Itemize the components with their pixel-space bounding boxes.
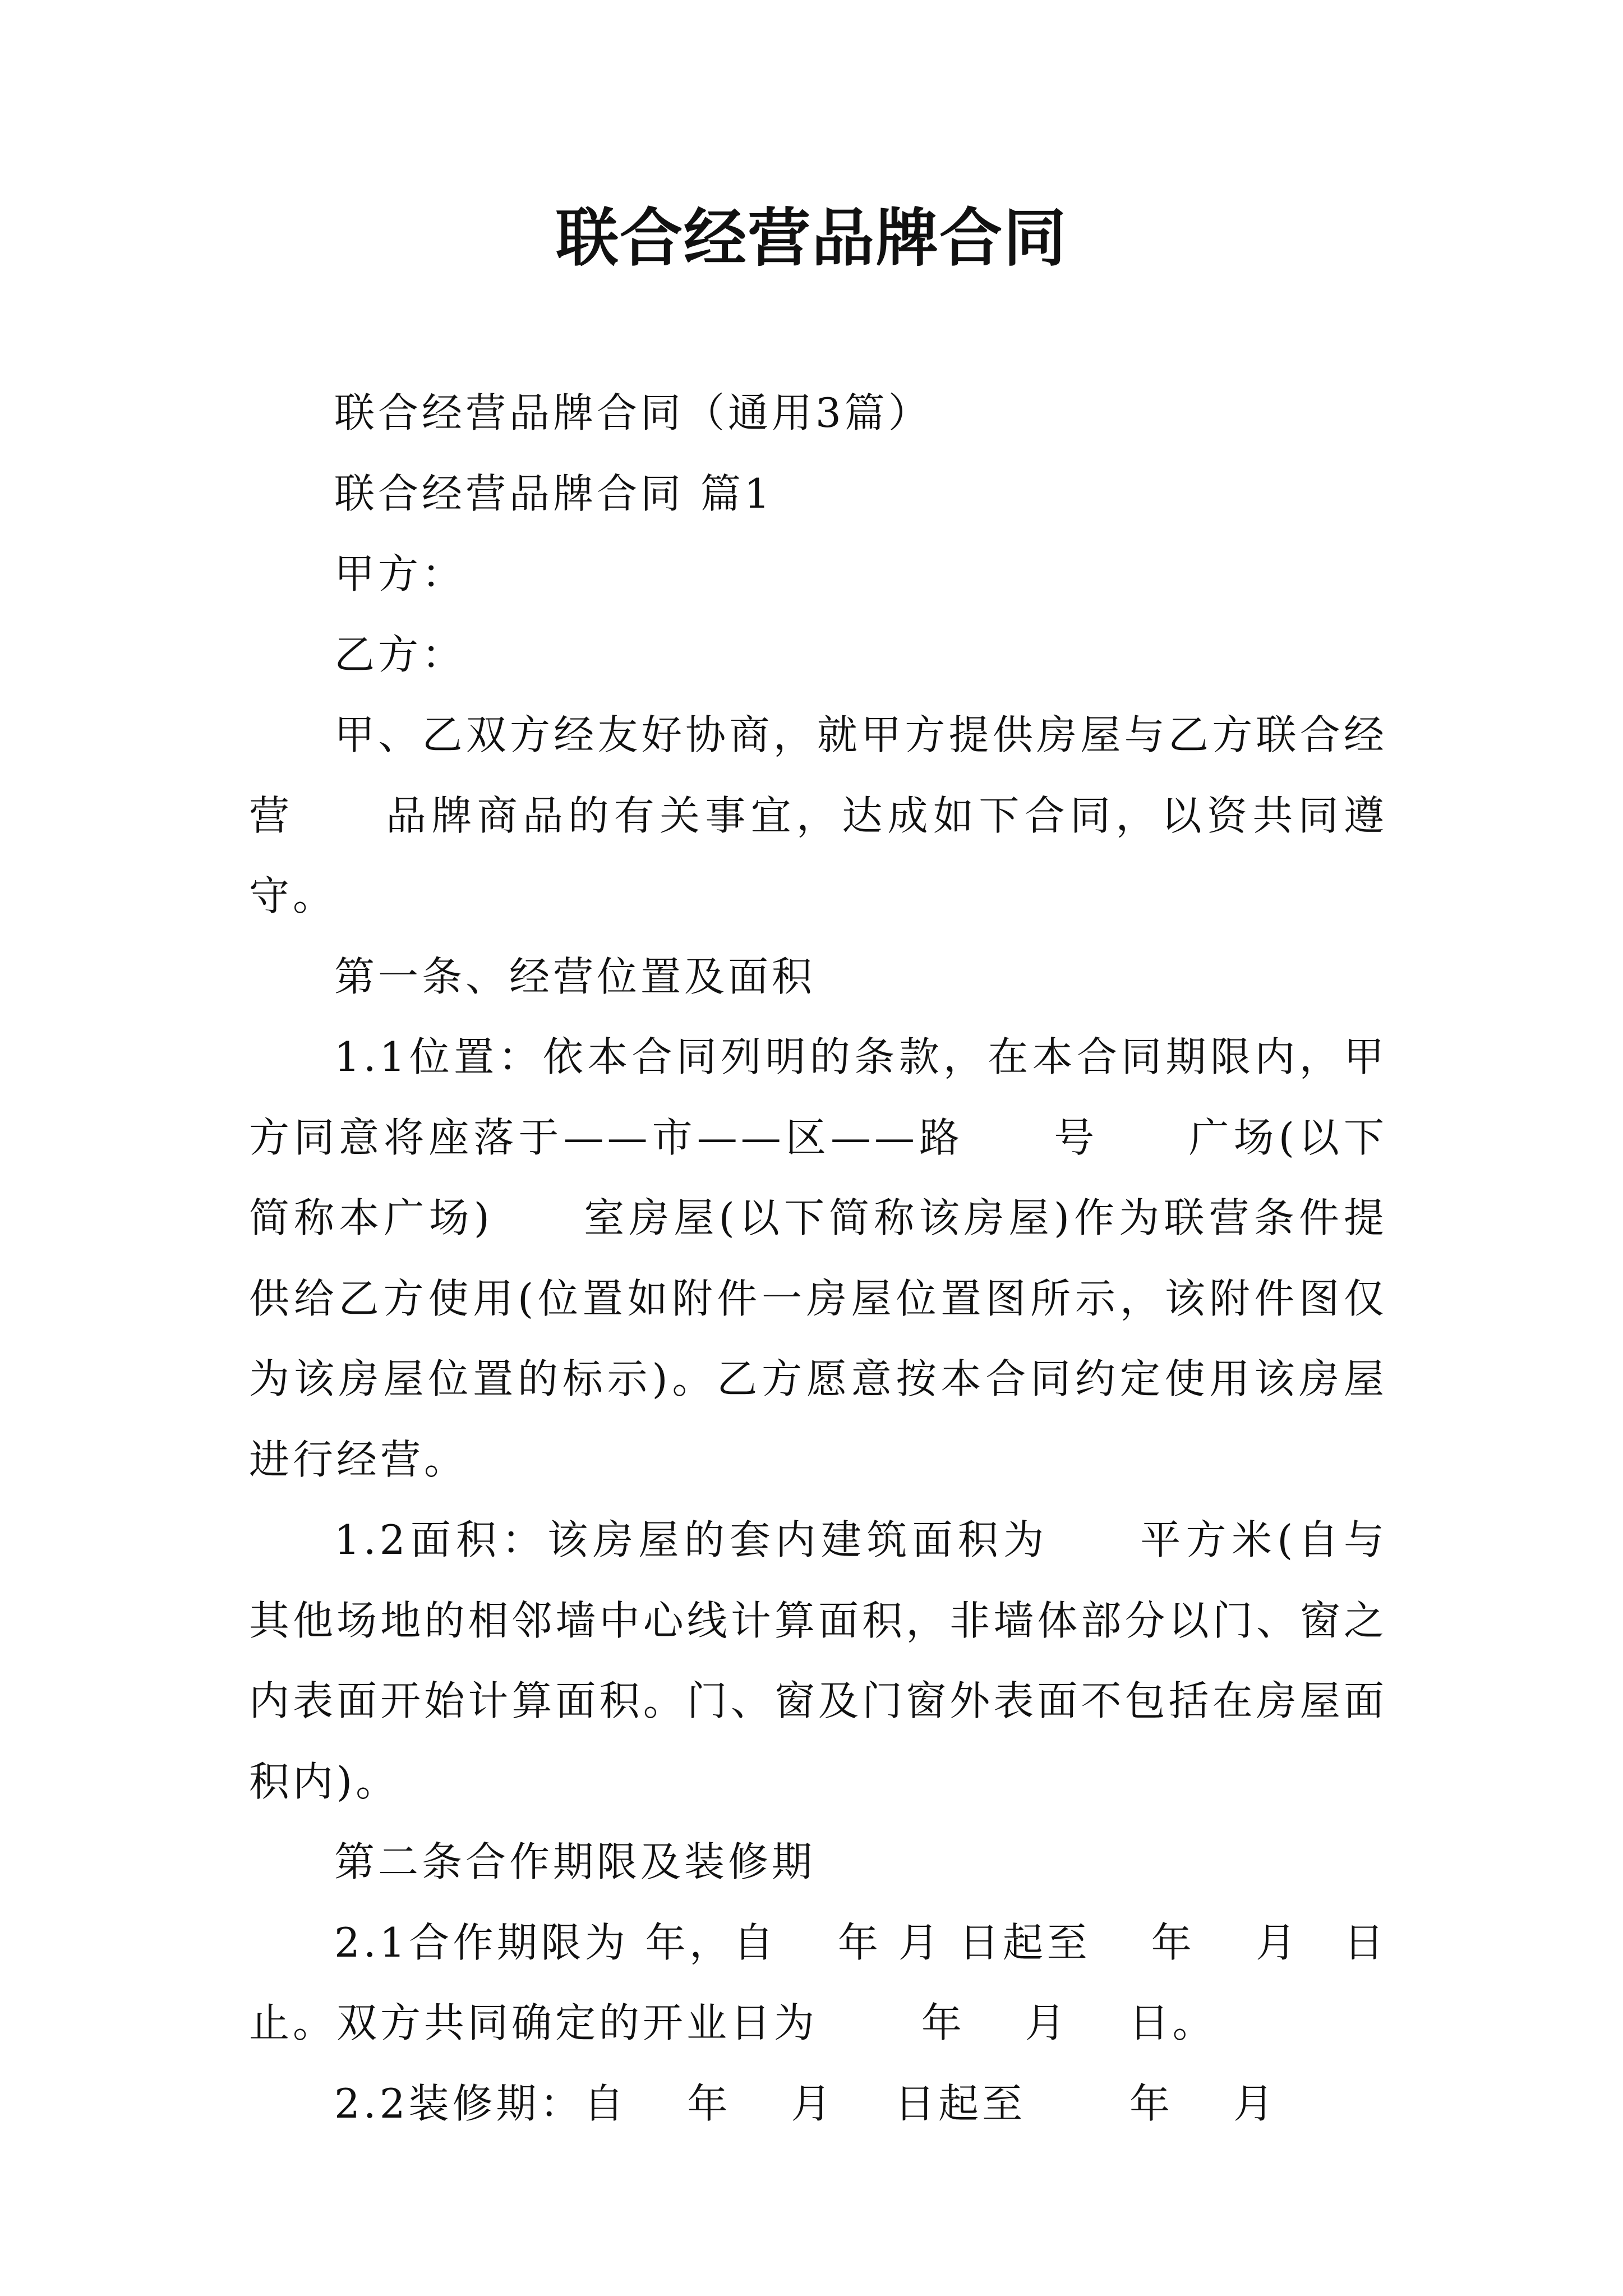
- paragraph-clause-2-2: 2.2装修期：自 年 月 日起至 年 月: [334, 2079, 1277, 2127]
- paragraph-article-2-heading: 第二条合作期限及装修期: [334, 1838, 816, 1885]
- document-body: [249, 373, 1387, 2144]
- paragraph-subtitle: 联合经营品牌合同（通用3篇）: [334, 389, 932, 436]
- document-title: 联合经营品牌合同: [556, 201, 1067, 275]
- paragraph-part-heading: 联合经营品牌合同 篇1: [334, 470, 773, 517]
- paragraph-party-a: 甲方：: [334, 550, 466, 597]
- paragraph-preamble: 甲、乙双方经友好协商，就甲方提供房屋与乙方联合经营 品牌商品的有关事宜，达成如下合同，以资共同遵守。: [249, 711, 1387, 919]
- paragraph-article-1-heading: 第一条、经营位置及面积: [334, 953, 816, 1000]
- paragraph-clause-2-1: 2.1合作期限为 年，自 年 月 日起至 年 月 日止。双方共同确定的开业日为 年 月 日。: [249, 1918, 1387, 2046]
- paragraph-party-b: 乙方：: [334, 631, 466, 678]
- paragraph-clause-1-2: 1.2面积：该房屋的套内建筑面积为 平方米(自与其他场地的相邻墙中心线计算面积，非墙体部分以门、窗之内表面开始计算面积。门、窗及门窗外表面不包括在房屋面积内)。: [249, 1516, 1387, 1805]
- paragraph-clause-1-1: 1.1位置：依本合同列明的条款，在本合同期限内，甲方同意将座落于——市——区——路 号 广场(以下简称本广场) 室房屋(以下简称该房屋)作为联营条件提供给乙方使用(位置如附件一房屋位置图所示，该附件图仅为该房屋位置的标示)。乙方愿意按本合同约定使用该房屋进行经营。: [249, 1033, 1387, 1483]
